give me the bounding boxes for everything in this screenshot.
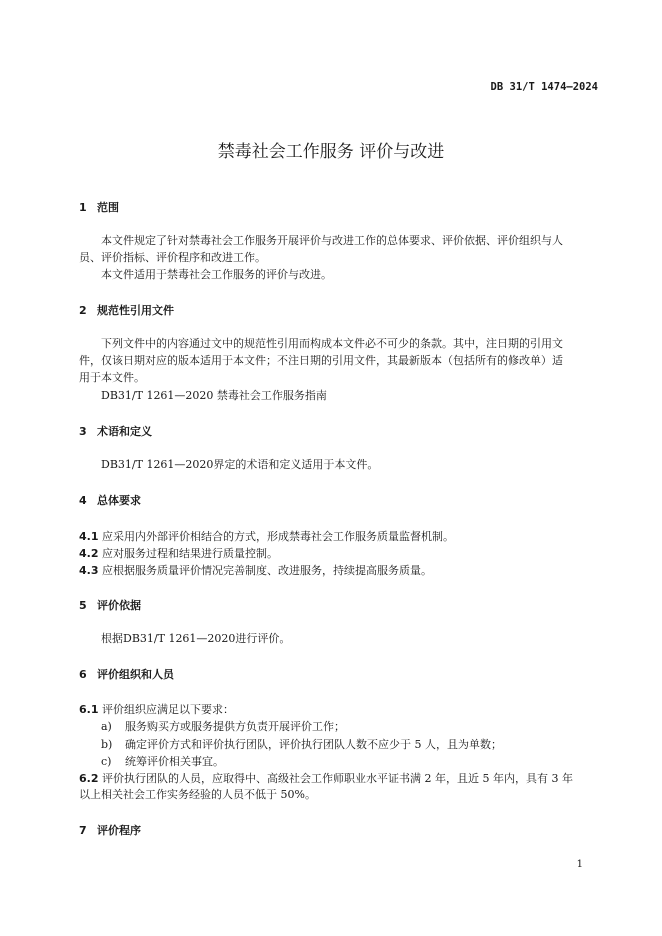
section-title: 术语和定义	[97, 425, 152, 438]
paragraph-line: 本文件规定了针对禁毒社会工作服务开展评价与改进工作的总体要求、评价依据、评价组织与人	[101, 234, 563, 247]
section-6-heading	[79, 666, 174, 682]
clause-text: 评价组织应满足以下要求：	[102, 703, 234, 716]
clause-text: 应根据服务质量评价情况完善制度、改进服务，持续提高服务质量。	[102, 564, 432, 577]
page-number: 1	[576, 859, 583, 870]
normative-reference: DB31/T 1261—2020 禁毒社会工作服务指南	[101, 389, 327, 402]
paragraph-line: 件，仅该日期对应的版本适用于本文件；不注日期的引用文件，其最新版本（包括所有的修改单）适	[79, 354, 563, 367]
section-title: 评价程序	[97, 824, 141, 837]
section-number: 4	[79, 494, 87, 507]
clause-number: 4.2	[79, 547, 99, 560]
paragraph-line: 根据DB31/T 1261—2020进行评价。	[101, 632, 291, 645]
list-marker: c)	[101, 755, 112, 768]
clause-6-2	[79, 770, 573, 786]
section-2-heading	[79, 302, 174, 318]
section-title: 总体要求	[97, 494, 141, 507]
paragraph-line: 下列文件中的内容通过文中的规范性引用而构成本文件必不可少的条款。其中，注日期的引用文	[101, 337, 563, 350]
clause-text: 应对服务过程和结果进行质量控制。	[102, 547, 278, 560]
clause-text: 评价执行团队的人员，应取得中、高级社会工作师职业水平证书满 2 年，且近 5 年内，具有 3 年	[102, 772, 573, 785]
section-1-heading	[79, 199, 119, 215]
section-title: 评价组织和人员	[97, 668, 174, 681]
clause-4-3	[79, 562, 432, 578]
section-title: 规范性引用文件	[97, 304, 174, 317]
section-4-heading	[79, 492, 141, 508]
list-marker: a)	[101, 720, 112, 733]
section-number: 6	[79, 668, 87, 681]
list-item	[101, 753, 224, 769]
paragraph-line: 以上相关社会工作实务经验的人员不低于 50%。	[79, 788, 316, 801]
clause-4-2	[79, 545, 278, 561]
clause-number: 6.1	[79, 703, 99, 716]
section-title: 范围	[97, 201, 119, 214]
paragraph-line: 员、评价指标、评价程序和改进工作。	[79, 251, 266, 264]
paragraph-line: 本文件适用于禁毒社会工作服务的评价与改进。	[101, 268, 332, 281]
list-item	[101, 718, 345, 734]
list-marker: b)	[101, 738, 113, 751]
list-text: 统筹评价相关事宜。	[125, 755, 224, 768]
section-number: 1	[79, 201, 87, 214]
section-7-heading	[79, 822, 141, 838]
document-title: 禁毒社会工作服务 评价与改进	[217, 142, 445, 162]
paragraph-line: 用于本文件。	[79, 371, 145, 384]
clause-number: 4.1	[79, 530, 99, 543]
section-number: 5	[79, 599, 87, 612]
section-5-heading	[79, 597, 141, 613]
clause-4-1	[79, 528, 454, 544]
clause-6-1	[79, 701, 234, 717]
list-text: 服务购买方或服务提供方负责开展评价工作；	[125, 720, 345, 733]
clause-text: 应采用内外部评价相结合的方式，形成禁毒社会工作服务质量监督机制。	[102, 530, 454, 543]
clause-number: 4.3	[79, 564, 99, 577]
list-item	[101, 736, 502, 752]
clause-number: 6.2	[79, 772, 99, 785]
paragraph-line: DB31/T 1261—2020界定的术语和定义适用于本文件。	[101, 458, 379, 471]
standard-number: DB 31/T 1474—2024	[490, 81, 598, 93]
list-text: 确定评价方式和评价执行团队，评价执行团队人数不应少于 5 人，且为单数；	[125, 738, 502, 751]
section-number: 7	[79, 824, 87, 837]
section-number: 3	[79, 425, 87, 438]
section-title: 评价依据	[97, 599, 141, 612]
section-number: 2	[79, 304, 87, 317]
section-3-heading	[79, 423, 152, 439]
